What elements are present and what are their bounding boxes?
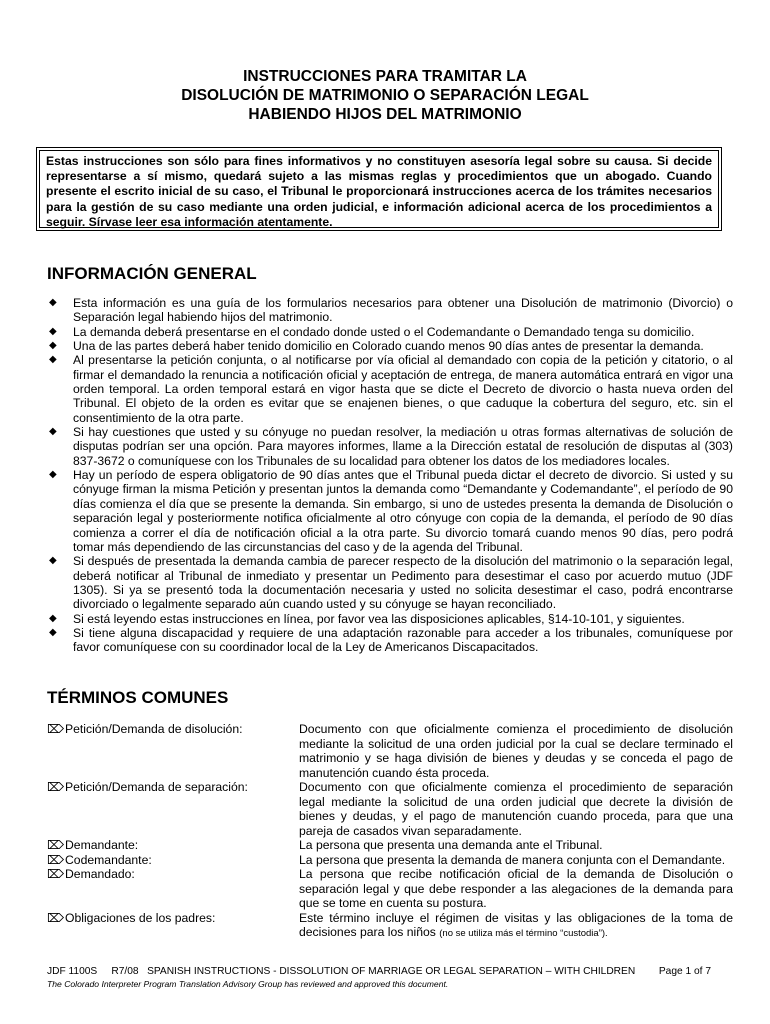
diamond-bullet-icon: ◆ bbox=[49, 626, 57, 638]
general-info-heading: INFORMACIÓN GENERAL bbox=[47, 264, 257, 283]
diamond-bullet-icon: ◆ bbox=[49, 354, 57, 366]
diamond-bullet-icon: ◆ bbox=[49, 555, 57, 567]
checkbox-icon: ⌦ bbox=[47, 838, 64, 852]
checkbox-icon: ⌦ bbox=[47, 780, 64, 794]
term-label: Demandado: bbox=[65, 867, 135, 881]
term-definition: La persona que recibe notificación oficial de la demanda de Disolución o separación legal y que debe responder a las alegaciones de la demanda para que se tome en cuenta su postura. bbox=[299, 867, 733, 910]
diamond-bullet-icon: ◆ bbox=[49, 426, 57, 438]
list-item bbox=[47, 296, 733, 325]
diamond-bullet-icon: ◆ bbox=[49, 612, 57, 624]
disclaimer-box: Estas instrucciones son sólo para fines informativos y no constituyen asesoría legal sobre su causa. Si decide representarse a sí mismo, quedará sujeto a las mismas reglas y procedimientos que un abogado. Cuando presente el escrito inicial de su caso, el Tribunal le proporcionará instrucciones acerca de los trámites necesarios para la gestión de su caso mediante una orden judicial, e información adicional acerca de los procedimientos a seguir. Sírvase leer esa información atentamente. bbox=[39, 150, 719, 228]
title-line-3: HABIENDO HIJOS DEL MATRIMONIO bbox=[248, 106, 522, 123]
list-item bbox=[47, 468, 733, 554]
list-item-text: Si después de presentada la demanda cambia de parecer respecto de la disolución del matrimonio o la separación legal, deberá notificar al Tribunal de inmediato y presentar un Pedimento para desestimar el caso por acuerdo mutuo (JDF 1305). Si ya se presentó toda la documentación necesaria y usted no solicita desestimar el caso, podrá encontrarse divorciado o legalmente separado aún cuando usted y su cónyuge se hayan reconciliado. bbox=[73, 554, 733, 612]
list-item bbox=[47, 353, 733, 425]
title-line-2: DISOLUCIÓN DE MATRIMONIO O SEPARACIÓN LEGAL bbox=[181, 87, 589, 104]
term-label: Codemandante: bbox=[65, 852, 152, 867]
common-terms-list bbox=[47, 722, 733, 942]
diamond-bullet-icon: ◆ bbox=[49, 297, 57, 308]
term-label: Obligaciones de los padres: bbox=[65, 910, 216, 925]
term-row bbox=[47, 867, 733, 911]
term-definition: Documento con que oficialmente comienza el procedimiento de disolución mediante la solicitud de una orden judicial por la cual se declare terminado el matrimonio y se haga división de bienes y deudas y se conceda el pago de manutención cuando ésta proceda. bbox=[299, 722, 733, 780]
footer-translation-note: The Colorado Interpreter Program Translation Advisory Group has reviewed and approved this document. bbox=[47, 979, 449, 989]
term-row bbox=[47, 853, 733, 868]
list-item-text: Si tiene alguna discapacidad y requiere de una adaptación razonable para acceder a los tribunales, comuníquese por favor comuníquese con su coordinador local de la Ley de Americanos Discapacitados. bbox=[73, 625, 733, 655]
checkbox-icon: ⌦ bbox=[47, 910, 64, 925]
term-row bbox=[47, 780, 733, 838]
term-label: Petición/Demanda de disolución: bbox=[65, 722, 243, 736]
term-definition: La persona que presenta una demanda ante el Tribunal. bbox=[299, 838, 603, 852]
page-footer bbox=[47, 966, 711, 990]
diamond-bullet-icon: ◆ bbox=[49, 469, 57, 481]
term-definition: La persona que presenta la demanda de manera conjunta con el Demandante. bbox=[299, 852, 726, 867]
list-item-text: Si hay cuestiones que usted y su cónyuge no puedan resolver, la mediación u otras formas alternativas de solución de disputas podrían ser una opción. Para mayores informes, llame a la Dirección estatal de resolución de disputas al (303) 837-3672 o comuníquese con los Tribunales de su localidad para obtener los datos de los mediadores locales. bbox=[73, 425, 733, 468]
title-line-1: INSTRUCCIONES PARA TRAMITAR LA bbox=[243, 68, 527, 85]
term-row bbox=[47, 838, 733, 853]
checkbox-icon: ⌦ bbox=[47, 867, 64, 881]
term-label: Petición/Demanda de separación: bbox=[65, 780, 248, 794]
checkbox-icon: ⌦ bbox=[47, 852, 64, 867]
footer-form-info bbox=[47, 966, 635, 978]
term-label: Demandante: bbox=[65, 838, 139, 852]
checkbox-icon: ⌦ bbox=[47, 722, 64, 736]
term-definition: Documento con que oficialmente comienza el procedimiento de separación legal mediante la solicitud de una orden judicial que decrete la división de bienes y deudas, y el pago de manutención cuando proceda, para que una pareja de casados vivan separadamente. bbox=[299, 780, 733, 838]
term-definition bbox=[299, 911, 733, 942]
footer-form-id: JDF 1100S bbox=[47, 966, 98, 977]
common-terms-heading: TÉRMINOS COMUNES bbox=[47, 688, 229, 707]
list-item-text: Una de las partes deberá haber tenido domicilio en Colorado cuando menos 90 días antes de presentar la demanda. bbox=[73, 339, 704, 354]
footer-page-number: Page 1 of 7 bbox=[658, 966, 711, 977]
term-definition-text: Este término incluye el régimen de visitas y las obligaciones de la toma de decisiones para los niños bbox=[299, 910, 733, 939]
list-item bbox=[47, 325, 733, 339]
list-item bbox=[47, 554, 733, 611]
document-title bbox=[40, 67, 730, 124]
footer-description: SPANISH INSTRUCTIONS - DISSOLUTION OF MARRIAGE OR LEGAL SEPARATION – WITH CHILDREN bbox=[147, 966, 636, 977]
list-item-text: Esta información es una guía de los formularios necesarios para obtener una Disolución de matrimonio (Divorcio) o Separación legal habiendo hijos del matrimonio. bbox=[73, 296, 733, 325]
list-item bbox=[47, 626, 733, 655]
general-info-list bbox=[47, 296, 733, 655]
footer-revision: R7/08 bbox=[111, 966, 139, 977]
list-item-text: Al presentarse la petición conjunta, o al notificarse por vía oficial al demandado con copia de la petición y citatorio, o al firmar el demandado la renuncia a notificación oficial y aceptación de entrega, de manera automática entrará en vigor una orden temporal. La orden temporal estará en vigor hasta que se dicte el Decreto de divorcio o hasta nueva orden del Tribunal. El objeto de la orden es evitar que se enajenen bienes, o que caduque la cobertura del seguro, etc. sin el consentimiento de la otra parte. bbox=[73, 353, 733, 425]
list-item bbox=[47, 339, 733, 353]
term-definition-note: (no se utiliza más el término “custodia”). bbox=[439, 928, 608, 939]
list-item-text: Hay un período de espera obligatorio de 90 días antes que el Tribunal pueda dictar el decreto de divorcio. Si usted y su cónyuge firman la misma Petición y presentan juntos la demanda como “Demandante y Codemandante”, el período de 90 días comienza el día que se presente la demanda. Sin embargo, si uno de ustedes presenta la demanda de Disolución o separación legal y posteriormente notifica oficialmente al otro cónyuge con copia de la demanda, el período de 90 días comienza a correr el día de notificación oficial a la otra parte. Su divorcio tomará cuando menos 90 días, pero podrá tomar más dependiendo de las circunstancias del caso y de la agenda del Tribunal. bbox=[73, 468, 733, 554]
term-row bbox=[47, 911, 733, 942]
list-item-text: Si está leyendo estas instrucciones en línea, por favor vea las disposiciones aplicables, §14-10-101, y siguientes. bbox=[73, 611, 685, 626]
diamond-bullet-icon: ◆ bbox=[49, 325, 57, 337]
term-row bbox=[47, 722, 733, 780]
list-item bbox=[47, 612, 733, 626]
list-item-text: La demanda deberá presentarse en el condado donde usted o el Codemandante o Demandado tenga su domicilio. bbox=[73, 324, 695, 339]
diamond-bullet-icon: ◆ bbox=[49, 340, 57, 352]
list-item bbox=[47, 425, 733, 468]
